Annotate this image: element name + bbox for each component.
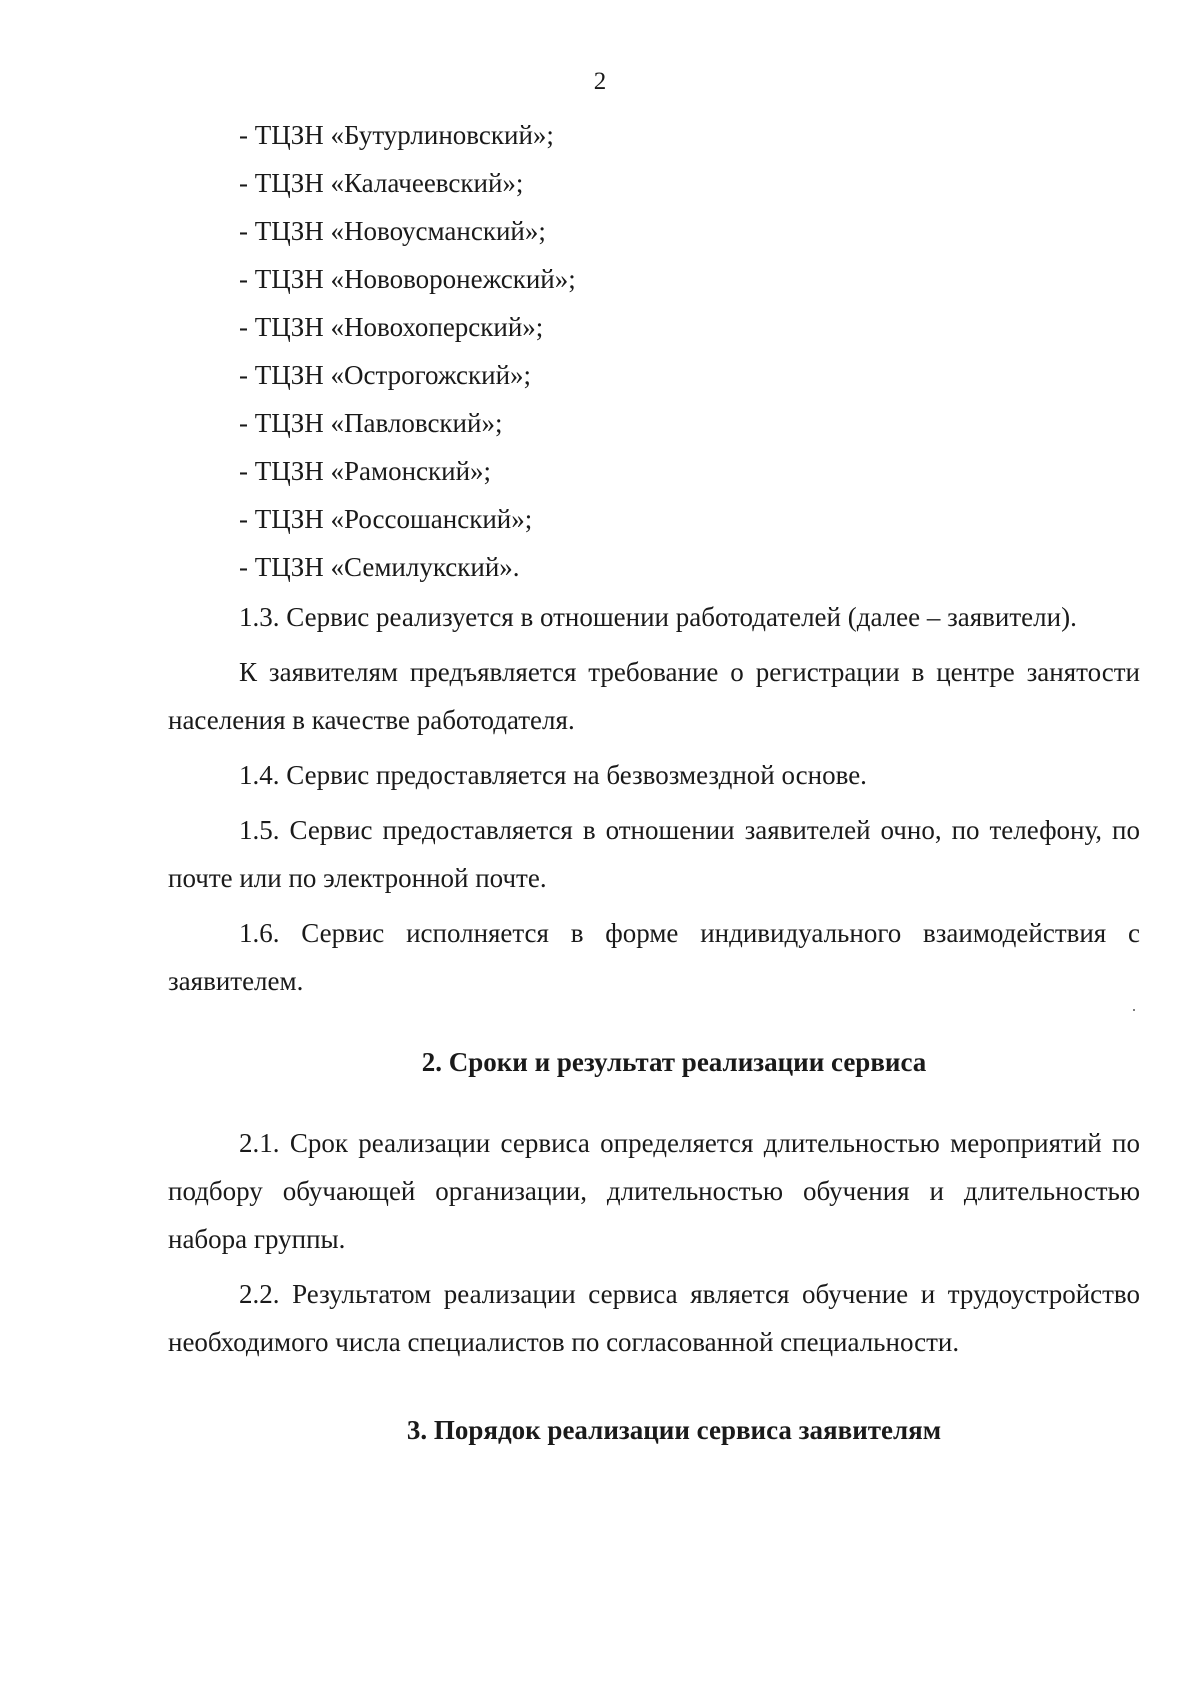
list-item: - ТЦЗН «Новоусманский»; <box>239 216 546 246</box>
paragraph-1-3-requirement: К заявителям предъявляется требование о регистрации в центре занятости населения в качестве работодателя. <box>168 657 1140 735</box>
list-item: - ТЦЗН «Семилукский». <box>239 552 520 582</box>
paragraph-1-5: 1.5. Сервис предоставляется в отношении заявителей очно, по телефону, по почте или по электронной почте. <box>168 815 1140 893</box>
list-item: - ТЦЗН «Калачеевский»; <box>239 168 524 198</box>
list-item: - ТЦЗН «Острогожский»; <box>239 360 532 390</box>
paragraph-1-3: 1.3. Сервис реализуется в отношении работодателей (далее – заявители). <box>239 602 1077 632</box>
list-item: - ТЦЗН «Нововоронежский»; <box>239 264 576 294</box>
paragraph-1-6: 1.6. Сервис исполняется в форме индивидуального взаимодействия с заявителем. <box>168 918 1140 996</box>
list-item: - ТЦЗН «Россошанский»; <box>239 504 533 534</box>
scan-speck <box>1133 1009 1135 1011</box>
paragraph-2-2: 2.2. Результатом реализации сервиса является обучение и трудоустройство необходимого числа специалистов по согласованной специальности. <box>168 1279 1140 1357</box>
page-number: 2 <box>593 68 607 95</box>
paragraph-2-1: 2.1. Срок реализации сервиса определяется длительностью мероприятий по подбору обучающей организации, длительностью обучения и длительностью набора группы. <box>168 1128 1140 1254</box>
section-3-heading: 3. Порядок реализации сервиса заявителям <box>406 1415 942 1445</box>
list-item: - ТЦЗН «Бутурлиновский»; <box>239 120 554 150</box>
document-body <box>168 593 1140 1454</box>
tczn-list <box>168 111 1140 591</box>
section-2-heading: 2. Сроки и результат реализации сервиса <box>421 1047 927 1077</box>
list-item: - ТЦЗН «Павловский»; <box>239 408 503 438</box>
list-item: - ТЦЗН «Рамонский»; <box>239 456 492 486</box>
list-item: - ТЦЗН «Новохоперский»; <box>239 312 544 342</box>
paragraph-1-4: 1.4. Сервис предоставляется на безвозмездной основе. <box>239 760 867 790</box>
